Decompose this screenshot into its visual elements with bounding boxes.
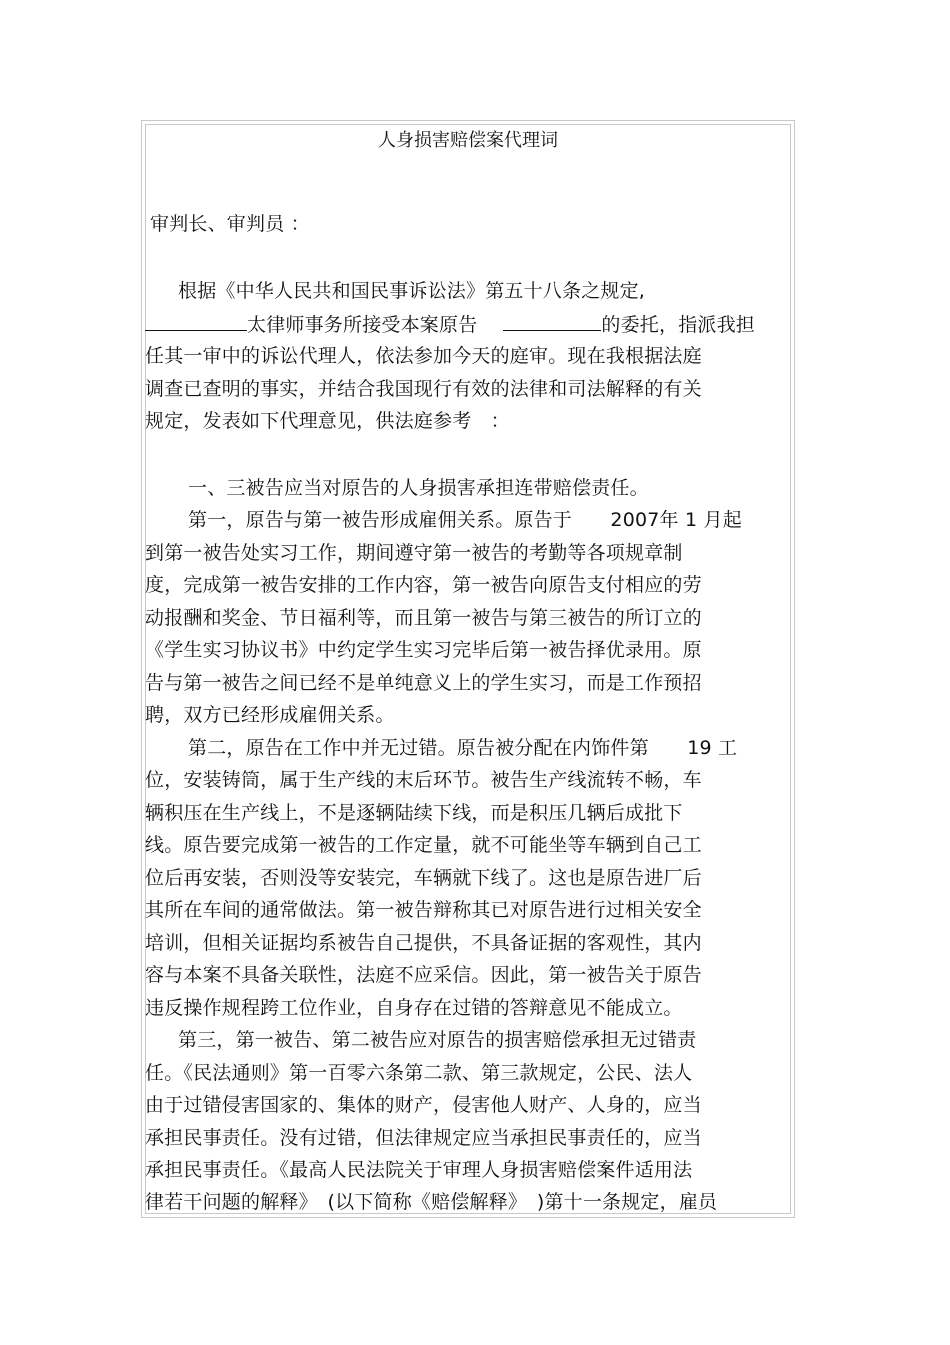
p3-line-2: 位，安装铸筒，属于生产线的末后环节。被告生产线流转不畅，车	[145, 769, 702, 791]
p3-line-8: 容与本案不具备关联性，法庭不应采信。因此，第一被告关于原告	[145, 964, 702, 986]
p4-line-6: 律若干问题的解释》 (以下简称《赔偿解释》 )第十一条规定，雇员	[145, 1191, 718, 1213]
p2-line-6: 告与第一被告之间已经不是单纯意义上的学生实习，而是工作预招	[145, 672, 702, 694]
salutation: 审判长、审判员 ：	[150, 213, 310, 235]
section-heading-1: 一、三被告应当对原告的人身损害承担连带赔偿责任。	[188, 477, 649, 499]
p3-line-9: 违反操作规程跨工位作业，自身存在过错的答辩意见不能成立。	[145, 997, 683, 1019]
p4-line-5: 承担民事责任。《最高人民法院关于审理人身损害赔偿案件适用法	[145, 1159, 693, 1181]
p3-line-7: 培训，但相关证据均系被告自己提供，不具备证据的客观性，其内	[145, 932, 702, 954]
p2-line-4: 动报酬和奖金、节日福利等，而且第一被告与第三被告的所订立的	[145, 607, 702, 629]
p1-line-3: 任其一审中的诉讼代理人，依法参加今天的庭审。现在我根据法庭	[145, 345, 702, 367]
p2-line-1: 第一，原告与第一被告形成雇佣关系。原告于 2007年 1 月起	[188, 509, 742, 531]
p1-line-4: 调查已查明的事实，并结合我国现行有效的法律和司法解释的有关	[145, 378, 702, 400]
p1-line-1: 根据《中华人民共和国民事诉讼法》第五十八条之规定,	[178, 280, 646, 302]
p2-line-3: 度，完成第一被告安排的工作内容，第一被告向原告支付相应的劳	[145, 574, 702, 596]
p4-line-1: 第三，第一被告、第二被告应对原告的损害赔偿承担无过错责	[178, 1029, 697, 1051]
p3-line-4: 线。原告要完成第一被告的工作定量，就不可能坐等车辆到自己工	[145, 834, 702, 856]
p1-line-2a: 太律师事务所接受本案原告	[247, 314, 478, 336]
p1-line-5: 规定，发表如下代理意见，供法庭参考 ：	[145, 410, 510, 432]
p3-line-1: 第二，原告在工作中并无过错。原告被分配在内饰件第 19 工	[188, 737, 738, 759]
p3-line-3: 辆积压在生产线上，不是逐辆陆续下线，而是积压几辆后成批下	[145, 802, 683, 824]
blank-firm-name	[145, 312, 247, 331]
p3-line-6: 其所在车间的通常做法。第一被告辩称其已对原告进行过相关安全	[145, 899, 702, 921]
p4-line-2: 任。《民法通则》第一百零六条第二款、第三款规定，公民、法人	[145, 1062, 693, 1084]
blank-plaintiff-name	[503, 312, 601, 331]
document-title: 人身损害赔偿案代理词	[378, 130, 558, 151]
p2-line-5: 《学生实习协议书》中约定学生实习完毕后第一被告择优录用。原	[145, 639, 702, 661]
p2-line-7: 聘，双方已经形成雇佣关系。	[145, 704, 395, 726]
p4-line-4: 承担民事责任。没有过错，但法律规定应当承担民事责任的，应当	[145, 1127, 702, 1149]
p3-line-5: 位后再安装，否则没等安装完，车辆就下线了。这也是原告进厂后	[145, 867, 702, 889]
p1-line-2b: 的委托，指派我担	[601, 314, 756, 336]
p2-line-2: 到第一被告处实习工作，期间遵守第一被告的考勤等各项规章制	[145, 542, 683, 564]
p4-line-3: 由于过错侵害国家的、集体的财产，侵害他人财产、人身的，应当	[145, 1094, 702, 1116]
p1-line-2	[145, 312, 755, 337]
